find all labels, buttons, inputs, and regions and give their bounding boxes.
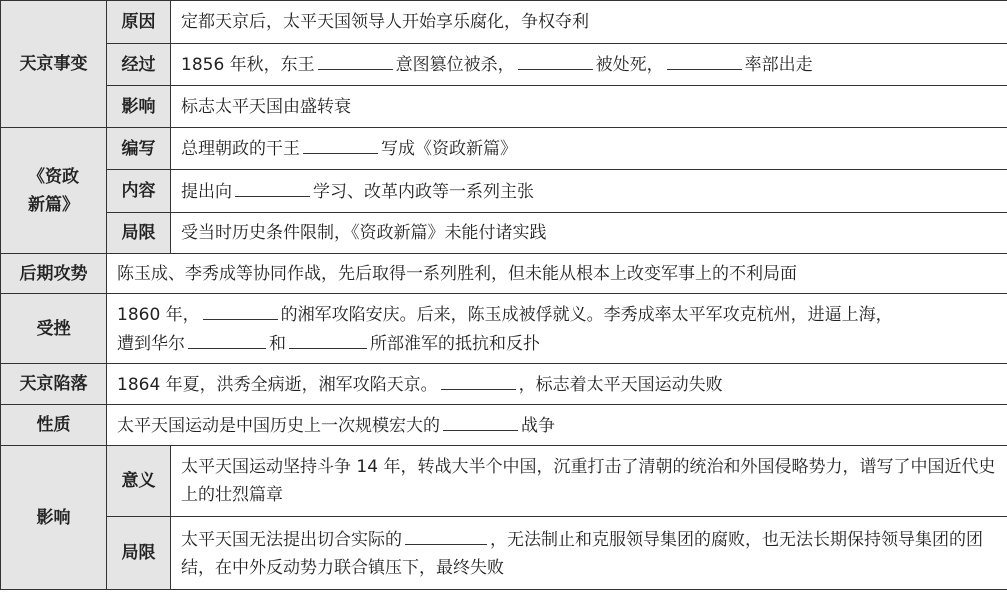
category-label-line: 新篇》 <box>28 194 79 215</box>
fill-blank[interactable] <box>667 50 742 70</box>
content-cause: 定都天京后，太平天国领导人开始享乐腐化，争权夺利 <box>171 1 1007 44</box>
row-content <box>1 170 1007 213</box>
text-segment: 战争 <box>521 415 555 436</box>
category-fall-of-tianjing: 天京陷落 <box>1 364 107 405</box>
content-influence-limit <box>171 517 1007 590</box>
text-segment: 和 <box>269 333 286 354</box>
category-influence: 影响 <box>1 446 107 590</box>
content-zizheng-limit: 受当时历史条件限制，《资政新篇》未能付诸实践 <box>171 213 1007 254</box>
row-zizheng-limit <box>1 213 1007 254</box>
text-segment: 1864 年夏，洪秀全病逝，湘军攻陷天京。 <box>117 374 438 395</box>
subcategory-effect: 影响 <box>107 86 171 128</box>
fill-blank[interactable] <box>303 134 378 154</box>
text-segment: 所部淮军的抵抗和反扑 <box>370 333 540 354</box>
category-tianjing-incident: 天京事变 <box>1 1 107 128</box>
category-label-line: 《资政 <box>28 166 79 187</box>
row-effect <box>1 86 1007 128</box>
subcategory-zizheng-limit: 局限 <box>107 213 171 254</box>
content-nature <box>107 405 1007 446</box>
fill-blank[interactable] <box>289 329 367 349</box>
subcategory-content: 内容 <box>107 170 171 213</box>
category-zizheng-xinpian <box>1 128 107 254</box>
category-setback: 受挫 <box>1 294 107 364</box>
row-author <box>1 128 1007 170</box>
text-segment: 率部出走 <box>744 55 813 75</box>
text-segment: ，标志着太平天国运动失败 <box>518 374 723 395</box>
text-segment: 总理朝政的干王 <box>181 139 300 159</box>
subcategory-process: 经过 <box>107 44 171 86</box>
content-line <box>117 329 1005 358</box>
content-setback <box>107 294 1007 364</box>
category-nature: 性质 <box>1 405 107 446</box>
row-late-offensive <box>1 254 1007 294</box>
text-segment: 1860 年， <box>117 304 200 325</box>
text-segment: 的湘军攻陷安庆。后来，陈玉成被俘就义。李秀成率太平军攻克杭州，进逼上海， <box>280 304 893 325</box>
text-segment: 学习、改革内政等一系列主张 <box>313 181 534 202</box>
fill-blank[interactable] <box>318 50 393 70</box>
content-process <box>171 44 1007 86</box>
category-late-offensive: 后期攻势 <box>1 254 107 294</box>
row-process <box>1 44 1007 86</box>
subcategory-influence-limit: 局限 <box>107 517 171 590</box>
row-significance <box>1 446 1007 517</box>
text-segment: 被处死， <box>595 55 664 75</box>
row-fall <box>1 364 1007 405</box>
content-late-offensive: 陈玉成、李秀成等协同作战，先后取得一系列胜利，但未能从根本上改变军事上的不利局面 <box>107 254 1007 294</box>
row-nature <box>1 405 1007 446</box>
content-effect: 标志太平天国由盛转衰 <box>171 86 1007 128</box>
fill-blank[interactable] <box>441 370 516 390</box>
text-segment: ，无法制止和克服领导集团的腐败，也无法长期保持领导集团的团结，在中外反动势力联合镇压下，最终失败 <box>181 529 983 578</box>
content-author <box>171 128 1007 170</box>
text-segment: 1856 年秋，东王 <box>181 55 315 75</box>
text-segment: 意图篡位被杀， <box>395 55 515 75</box>
text-segment: 太平天国运动是中国历史上一次规模宏大的 <box>117 415 440 436</box>
fill-blank[interactable] <box>405 525 487 545</box>
subcategory-author: 编写 <box>107 128 171 170</box>
text-segment: 遭到华尔 <box>117 333 185 354</box>
content-fall <box>107 364 1007 405</box>
row-cause <box>1 1 1007 44</box>
subcategory-significance: 意义 <box>107 446 171 517</box>
subcategory-cause: 原因 <box>107 1 171 44</box>
fill-blank[interactable] <box>518 50 593 70</box>
row-influence-limit <box>1 517 1007 590</box>
text-segment: 提出向 <box>181 181 232 202</box>
content-content <box>171 170 1007 213</box>
fill-blank[interactable] <box>235 177 310 197</box>
fill-blank[interactable] <box>443 411 518 431</box>
text-segment: 太平天国无法提出切合实际的 <box>181 529 402 550</box>
text-segment: 写成《资政新篇》 <box>381 139 517 159</box>
content-significance: 太平天国运动坚持斗争 14 年，转战大半个中国，沉重打击了清朝的统治和外国侵略势力，谱写了中国近代史上的壮烈篇章 <box>171 446 1007 517</box>
fill-blank[interactable] <box>188 329 266 349</box>
fill-blank[interactable] <box>203 300 278 320</box>
row-setback <box>1 294 1007 364</box>
content-line <box>117 300 1005 329</box>
